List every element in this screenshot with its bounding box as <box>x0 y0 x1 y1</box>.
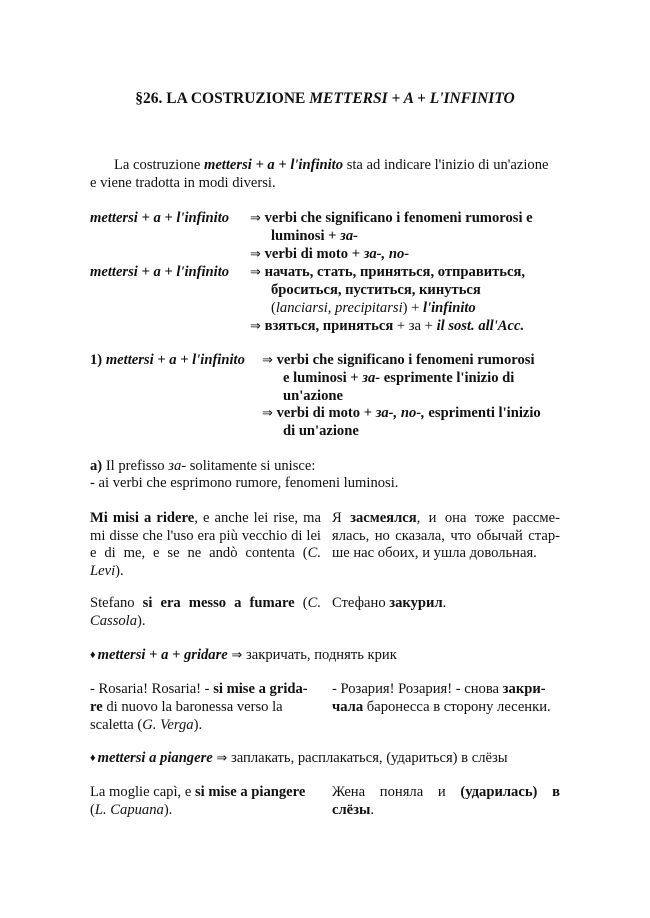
example3-italian-line-2: re di nuovo la baronessa verso la <box>90 699 283 715</box>
diamond-bullet-icon: ♦ <box>90 649 96 661</box>
section1-r2-l2: di un'azione <box>283 423 359 439</box>
implies-arrow-icon: ⇒ <box>250 247 261 262</box>
subsection-a-line-1: a) Il prefisso за- solitamente si unisce: <box>90 458 316 474</box>
diamond-bullet-icon: ♦ <box>90 752 96 764</box>
example3-russian-line-2: чала баронесса в сторону лесенки. <box>332 699 551 715</box>
example2-russian: Стефано закурил. <box>332 595 447 611</box>
section1-r2-l1: ⇒ verbi di moto + за-, по-, esprimenti l'inizio <box>262 405 541 421</box>
example4-russian: Жена поняла и (ударилась) в слёзы. <box>332 784 560 818</box>
scheme-left-2: mettersi + a + l'infinito <box>90 264 230 280</box>
phrase-piangere: ♦ mettersi a piangere ⇒ заплакать, расплакаться, (удариться) в слёзы <box>90 750 508 766</box>
page-title: §26. LA COSTRUZIONE METTERSI + A + L'INFINITO <box>135 90 515 107</box>
intro-line-2: e viene tradotta in modi diversi. <box>90 175 276 191</box>
example2-italian: Stefano si era messo a fumare (C. Cassola). <box>90 595 321 629</box>
example3-italian-line-3: scaletta (G. Verga). <box>90 717 203 733</box>
scheme-r1-l1: ⇒ verbi che significano i fenomeni rumorosi e <box>250 210 533 226</box>
section1-r1-l2: e luminosi + за- esprimente l'inizio di <box>283 370 515 386</box>
section1-heading: 1) mettersi + a + l'infinito <box>90 352 245 368</box>
scheme-r3-l1: ⇒ начать, стать, приняться, отправиться, <box>250 264 526 280</box>
phrase-gridare: ♦ mettersi + a + gridare ⇒ закричать, поднять крик <box>90 647 397 663</box>
example3-russian-line-1: - Розария! Розария! - снова закри- <box>332 681 546 697</box>
implies-arrow-icon: ⇒ <box>250 211 261 226</box>
section1-r1-l1: ⇒ verbi che significano i fenomeni rumorosi <box>262 352 535 368</box>
implies-arrow-icon: ⇒ <box>262 406 273 421</box>
scheme-r2: ⇒ verbi di moto + за-, по- <box>250 246 410 262</box>
example4-italian-line-2: (L. Capuana). <box>90 802 173 818</box>
example4-italian-line-1: La moglie capì, e si mise a piangere <box>90 784 306 800</box>
scheme-r4: ⇒ взяться, приняться + за + il sost. all'Acc. <box>250 318 525 334</box>
scheme-r1-l2: luminosi + за- <box>271 228 359 244</box>
scheme-r3-l3: (lanciarsi, precipitarsi) + l'infinito <box>271 300 476 316</box>
implies-arrow-icon: ⇒ <box>250 319 261 334</box>
implies-arrow-icon: ⇒ <box>262 353 273 368</box>
implies-arrow-icon: ⇒ <box>231 648 243 663</box>
section1-r1-l3: un'azione <box>283 388 344 404</box>
implies-arrow-icon: ⇒ <box>250 265 261 280</box>
example1-russian: Я засмеялся, и она тоже рассмеялась, но сказала, что обычай старше нас обоих, и ушла довольная. <box>332 510 560 562</box>
example3-italian-line-1: - Rosaria! Rosaria! - si mise a grida- <box>90 681 308 697</box>
scheme-r3-l2: броситься, пуститься, кинуться <box>271 282 481 298</box>
subsection-a-line-2: - ai verbi che esprimono rumore, fenomeni luminosi. <box>90 475 399 491</box>
intro-line-1: La costruzione mettersi + a + l'infinito sta ad indicare l'inizio di un'azione <box>114 157 549 173</box>
scheme-left-1: mettersi + a + l'infinito <box>90 210 230 226</box>
example1-italian: Mi misi a ridere, e anche lei rise, ma mi disse che l'uso era più vecchio di lei e di me, e se ne andò contenta (C. Levi). <box>90 510 321 579</box>
implies-arrow-icon: ⇒ <box>216 751 228 766</box>
